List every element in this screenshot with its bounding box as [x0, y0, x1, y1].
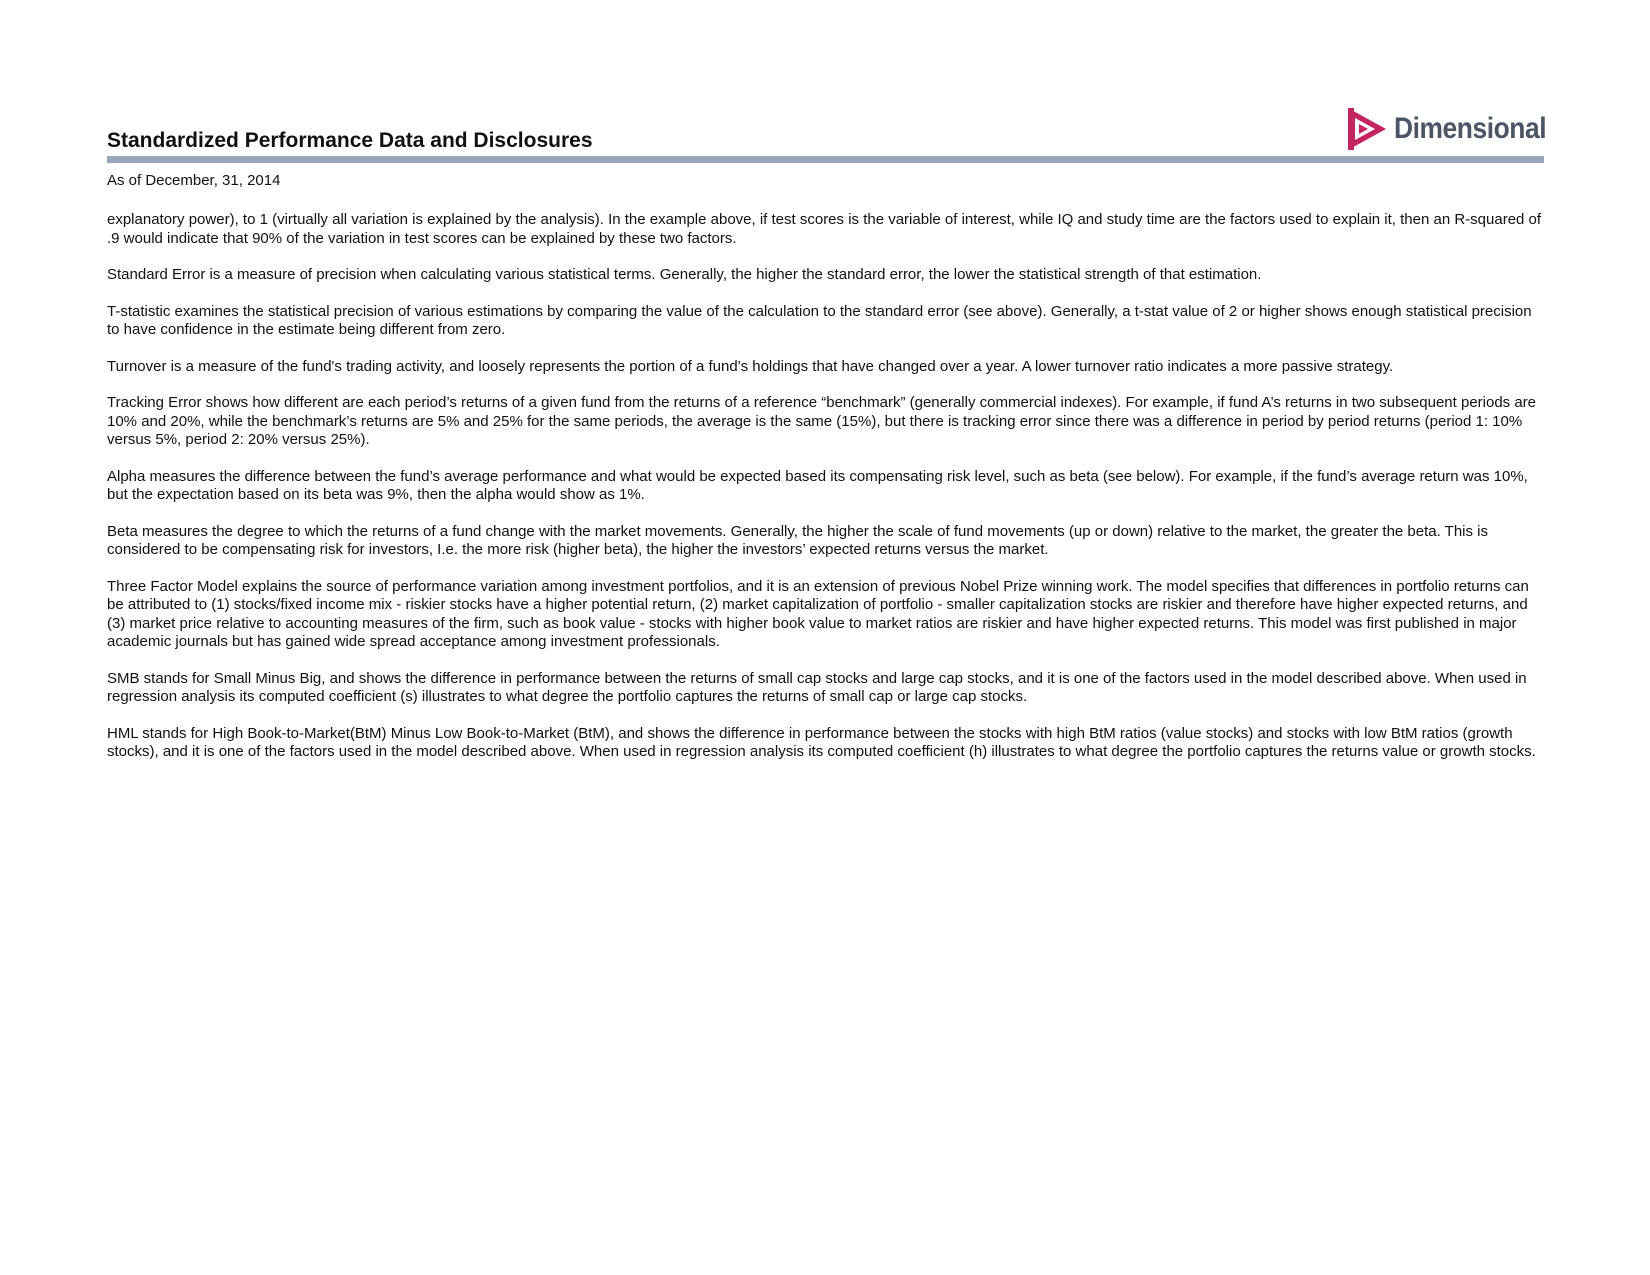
dimensional-logo: [1346, 106, 1547, 152]
paragraph-smb: SMB stands for Small Minus Big, and shows the difference in performance between the returns of small cap stocks and large cap stocks, and it is one of the factors used in the model described above. When used in regression analysis its computed coefficient (s) illustrates to what degree the portfolio captures the returns of small cap or large cap stocks.: [107, 669, 1527, 705]
paragraph-three-factor-model: Three Factor Model explains the source of performance variation among investment portfolios, and it is an extension of previous Nobel Prize winning work. The model specifies that differences in portfolio returns can be attributed to (1) stocks/fixed income mix - riskier stocks have a higher potential return, (2) market capitalization of portfolio - smaller capitalization stocks are riskier and therefore have higher expected returns, and (3) market price relative to accounting measures of the firm, such as book value - stocks with higher book value to market ratios are riskier and have higher expected returns. This model was first published in major academic journals but has gained wide spread acceptance among investment professionals.: [107, 577, 1529, 650]
page-title: Standardized Performance Data and Disclosures: [107, 129, 593, 152]
as-of-date: As of December, 31, 2014: [107, 172, 281, 189]
header-divider: [107, 156, 1544, 163]
paragraph-t-statistic: T-statistic examines the statistical precision of various estimations by comparing the value of the calculation to the standard error (see above). Generally, a t-stat value of 2 or higher shows enough statistical precision to have confidence in the estimate being different from zero.: [107, 302, 1532, 338]
paragraph-tracking-error: Tracking Error shows how different are each period’s returns of a given fund from the returns of a reference “benchmark” (generally commercial indexes). For example, if fund A’s returns in two subsequent periods are 10% and 20%, while the benchmark’s returns are 5% and 25% for the same periods, the average is the same (15%), but there is tracking error since there was a difference in period by period returns (period 1: 10% versus 5%, period 2: 20% versus 25%).: [107, 394, 1537, 448]
logo-wordmark: Dimensional: [1394, 112, 1547, 145]
paragraph-turnover: Turnover is a measure of the fund's trading activity, and loosely represents the portion of a fund's holdings that have changed over a year. A lower turnover ratio indicates a more passive strategy.: [107, 357, 1394, 375]
paragraph-beta: Beta measures the degree to which the returns of a fund change with the market movements. Generally, the higher the scale of fund movements (up or down) relative to the market, the greater the beta. This is considered to be compensating risk for investors, I.e. the more risk (higher beta), the higher the investors’ expected returns versus the market.: [107, 522, 1489, 558]
disclosure-body: [107, 211, 1544, 780]
paragraph-hml: HML stands for High Book-to-Market(BtM) Minus Low Book-to-Market (BtM), and shows the difference in performance between the stocks with high BtM ratios (value stocks) and stocks with low BtM ratios (growth stocks), and it is one of the factors used in the model described above. When used in regression analysis its computed coefficient (h) illustrates to what degree the portfolio captures the returns value or growth stocks.: [107, 724, 1536, 760]
paragraph-alpha: Alpha measures the difference between the fund’s average performance and what would be expected based its compensating risk level, such as beta (see below). For example, if the fund’s average return was 10%, but the expectation based on its beta was 9%, then the alpha would show as 1%.: [107, 467, 1528, 503]
page-header: [107, 100, 1547, 164]
dimensional-logo-icon: [1346, 106, 1388, 152]
paragraph-standard-error: Standard Error is a measure of precision when calculating various statistical terms. Generally, the higher the standard error, the lower the statistical strength of that estimation.: [107, 266, 1262, 283]
paragraph-r-squared: explanatory power), to 1 (virtually all variation is explained by the analysis). In the example above, if test scores is the variable of interest, while IQ and study time are the factors used to explain it, then an R-squared of .9 would indicate that 90% of the variation in test scores can be explained by these two factors.: [107, 211, 1542, 247]
